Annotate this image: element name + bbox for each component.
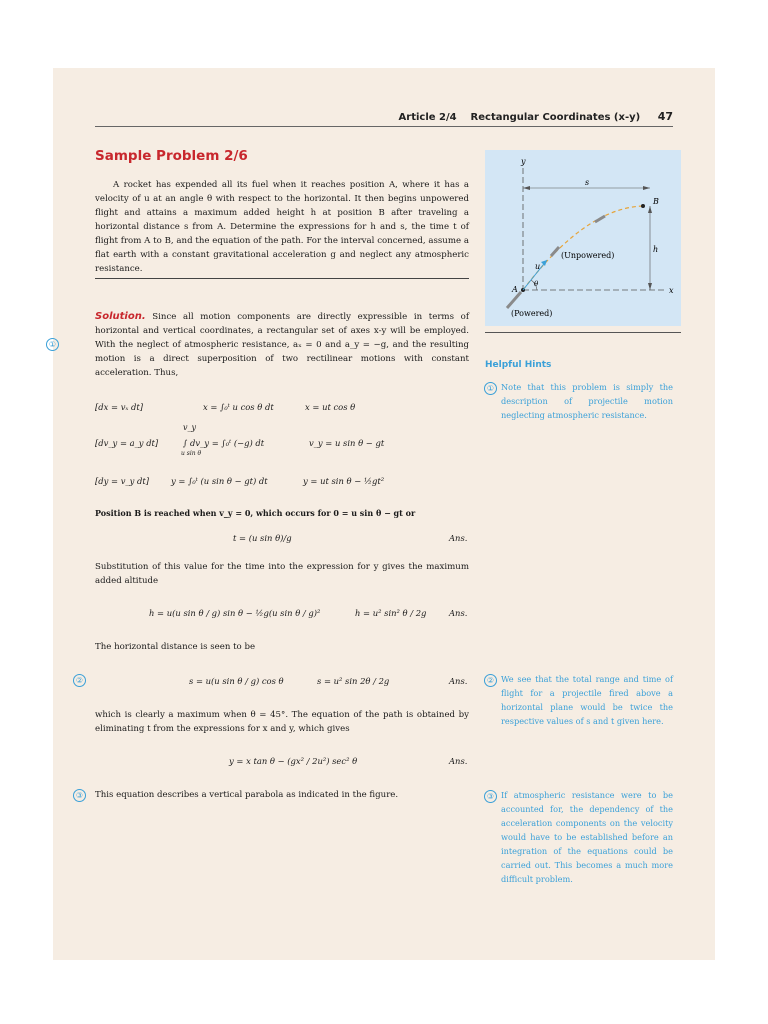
ans-path: Ans. xyxy=(449,756,468,766)
h-result: h = u² sin² θ / 2g xyxy=(355,608,427,618)
s-label: s xyxy=(585,178,590,187)
running-head xyxy=(53,110,673,123)
path-equation: y = x tan θ − (gx² / 2u²) sec² θ xyxy=(229,756,358,766)
powered-rocket xyxy=(507,292,521,308)
theta-label: θ xyxy=(534,280,539,288)
header-rule xyxy=(95,126,673,127)
eq1-integral: x = ∫₀ᵗ u cos θ dt xyxy=(203,402,274,412)
h-label: h xyxy=(653,245,659,254)
eq2-label: [dv_y = a_y dt] xyxy=(95,438,159,448)
velocity-u-arrowhead xyxy=(541,260,547,266)
t-equation: t = (u sin θ)/g xyxy=(233,533,292,543)
s-arrow-left xyxy=(523,186,530,190)
trajectory-figure xyxy=(485,150,681,326)
powered-label: (Powered) xyxy=(511,309,553,318)
solution-label: Solution. xyxy=(95,311,146,322)
position-b-text: Position B is reached when v_y = 0, which occurs for 0 = u sin θ − gt or xyxy=(95,508,416,518)
hint-1-text: Note that this problem is simply the description of projectile motion neglecting atmospheric resistance. xyxy=(501,382,673,420)
textbook-page xyxy=(48,68,715,960)
substitution-text: Substitution of this value for the time into the expression for y gives the maximum added altitude xyxy=(95,562,469,586)
eq2-integral: ∫ dv_y = ∫₀ᵗ (−g) dt xyxy=(183,438,265,448)
s-arrow-right xyxy=(643,186,650,190)
trajectory-path xyxy=(523,206,643,290)
sample-problem-title: Sample Problem 2/6 xyxy=(95,148,248,164)
figure-divider xyxy=(485,332,681,333)
eq2-lower-limit: u sin θ xyxy=(181,450,202,457)
conclusion-text: This equation describes a vertical parabola as indicated in the figure. xyxy=(95,790,399,800)
maximum-text: which is clearly a maximum when θ = 45°. The equation of the path is obtained by eliminating t from the expressions for x and y, which gives xyxy=(95,710,469,734)
eq2-result: v_y = u sin θ − gt xyxy=(309,438,385,448)
u-label: u xyxy=(535,262,541,271)
hint-marker-1: ① xyxy=(46,338,59,351)
s-equation: s = u(u sin θ / g) cos θ xyxy=(189,676,284,686)
hint-marker-3: ③ xyxy=(73,789,86,802)
solution-intro xyxy=(95,310,469,380)
trajectory-diagram xyxy=(485,150,681,326)
helpful-hints-title: Helpful Hints xyxy=(485,360,552,370)
unpowered-rocket-1 xyxy=(551,247,559,256)
problem-statement: A rocket has expended all its fuel when it reaches position A, where it has a velocity of u at an angle θ with respect to the horizontal. It then begins unpowered flight and attains a maximum added height h at position B after traveling a horizontal distance s from A. Determine the expressions for h and s, the time t of flight from A to B, and the equation of the path. For the interval concerned, assume a flat earth with a constant gravitational acceleration g and neglect any atmospheric resistance. xyxy=(95,180,469,274)
eq1-result: x = ut cos θ xyxy=(305,402,356,412)
y-axis-label: y xyxy=(521,157,526,166)
hint-2-text: We see that the total range and time of flight for a projectile fired above a horizontal plane would be twice the respective values of s and t given here. xyxy=(501,674,673,726)
article-label: Article 2/4 xyxy=(398,112,457,123)
hint-3-marker: ③ xyxy=(484,790,497,803)
h-equation: h = u(u sin θ / g) sin θ − ½g(u sin θ / g)² xyxy=(149,608,321,618)
eq3-label: [dy = v_y dt] xyxy=(95,476,150,486)
page-number: 47 xyxy=(657,110,673,123)
horizontal-distance-text: The horizontal distance is seen to be xyxy=(95,642,256,652)
hint-1-marker: ① xyxy=(484,382,497,395)
h-arrow-bottom xyxy=(648,283,652,290)
eq2-upper-limit: v_y xyxy=(183,423,197,432)
b-label: B xyxy=(653,197,659,206)
h-arrow-top xyxy=(648,206,652,213)
hint-2-marker: ② xyxy=(484,674,497,687)
eq3-result: y = ut sin θ − ½gt² xyxy=(303,476,385,486)
ans-h: Ans. xyxy=(449,608,468,618)
section-label: Rectangular Coordinates (x-y) xyxy=(470,112,641,123)
problem-divider xyxy=(95,278,469,279)
s-result: s = u² sin 2θ / 2g xyxy=(317,676,390,686)
a-label: A xyxy=(512,285,518,294)
hint-3-text: If atmospheric resistance were to be accounted for, the dependency of the acceleration components on the velocity would have to be established before an integration of the equations could be carried out. This becomes a much more difficult problem. xyxy=(501,790,673,884)
ans-s: Ans. xyxy=(449,676,468,686)
point-b xyxy=(641,204,645,208)
unpowered-label: (Unpowered) xyxy=(561,251,615,260)
eq1-label: [dx = vₓ dt] xyxy=(95,402,144,412)
unpowered-rocket-2 xyxy=(595,216,605,222)
eq3-integral: y = ∫₀ᵗ (u sin θ − gt) dt xyxy=(171,476,268,486)
hint-marker-2: ② xyxy=(73,674,86,687)
solution-intro-text: Since all motion components are directly expressible in terms of horizontal and vertical coordinates, a rectangular set of axes x-y will be employed. With the neglect of atmospheric resistance, aₓ = 0 and a_y = −g, and the resulting motion is a direct superposition of two rectilinear motions with constant acceleration. Thus, xyxy=(95,312,469,378)
ans-t: Ans. xyxy=(449,533,468,543)
x-axis-label: x xyxy=(669,286,674,295)
